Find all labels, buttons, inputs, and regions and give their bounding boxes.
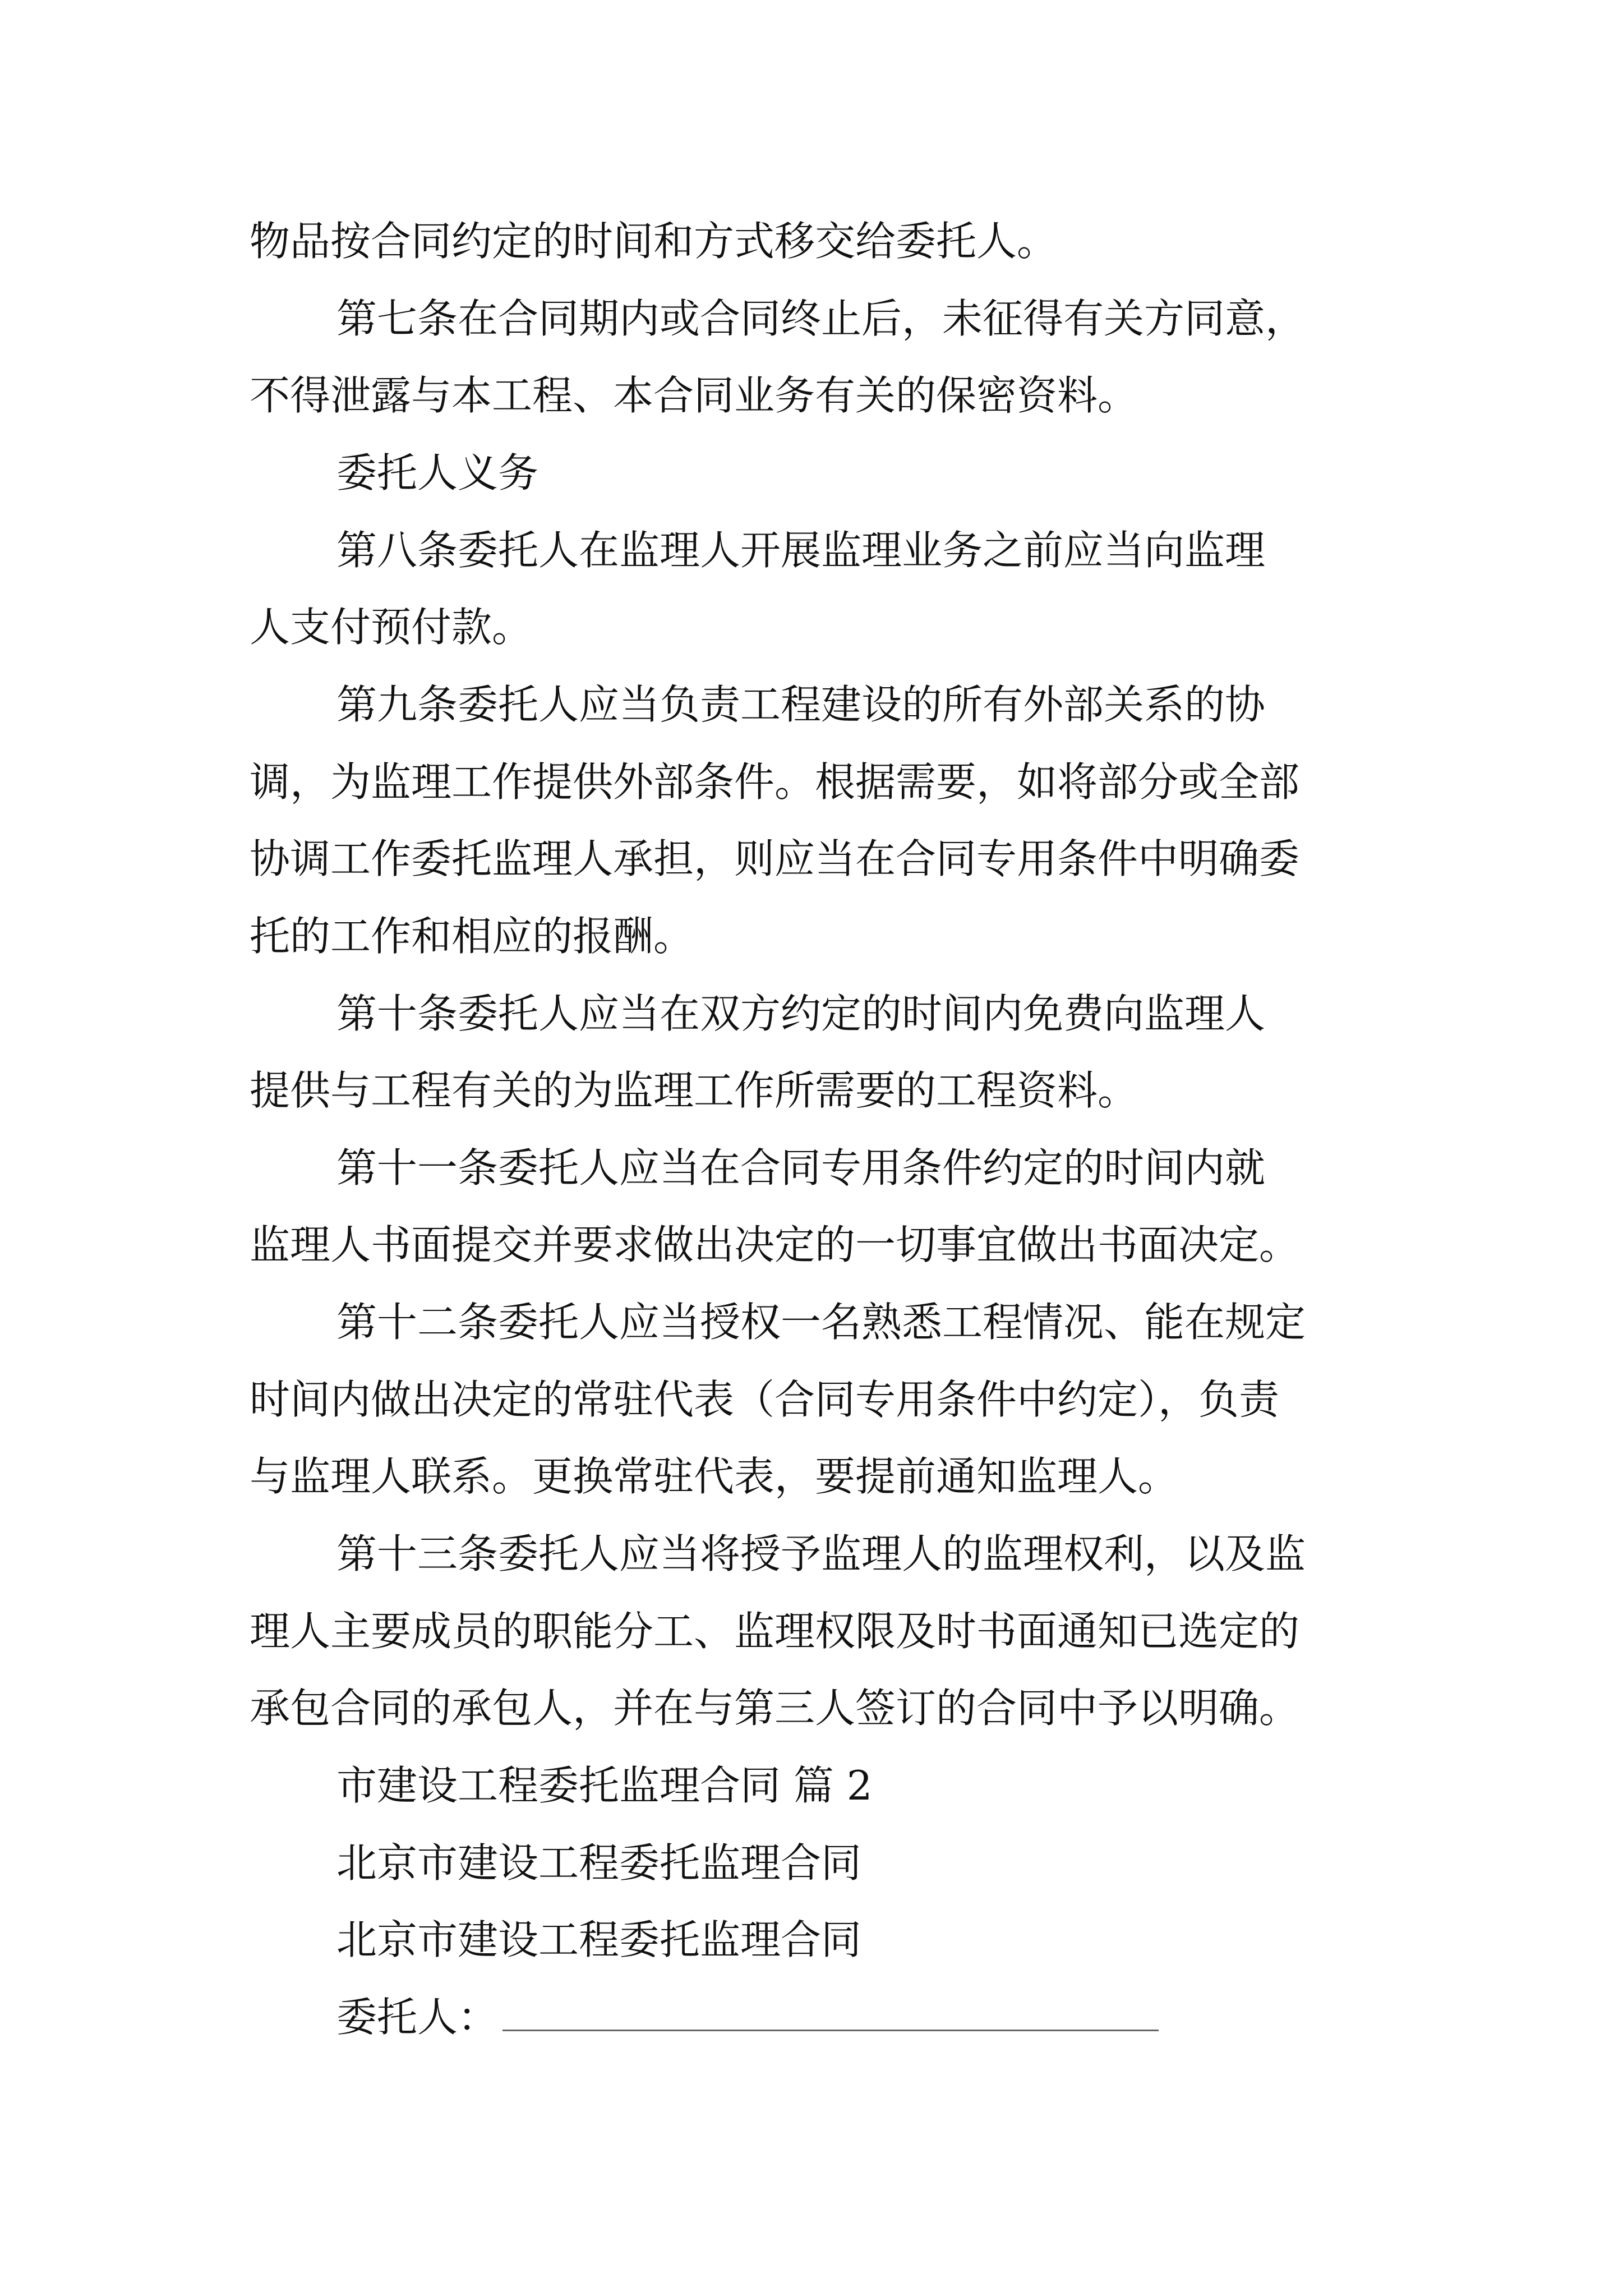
text-line: 承包合同的承包人，并在与第三人签订的合同中予以明确。 [250,1685,1300,1732]
text-line: 与监理人联系。更换常驻代表，要提前通知监理人。 [250,1453,1179,1500]
client-fill-underline [502,1996,1159,2031]
text-line: 监理人书面提交并要求做出决定的一切事宜做出书面决定。 [250,1221,1300,1268]
text-line: 第十三条委托人应当将授予监理人的监理权利，以及监 [336,1530,1306,1577]
text-line: 理人主要成员的职能分工、监理权限及时书面通知已选定的 [250,1608,1300,1655]
text-line: 托的工作和相应的报酬。 [250,913,694,960]
contract-title: 北京市建设工程委托监理合同 [336,1839,862,1887]
text-line: 第八条委托人在监理人开展监理业务之前应当向监理 [336,527,1266,574]
section-title: 市建设工程委托监理合同 篇 2 [336,1762,873,1809]
text-line: 第七条在合同期内或合同终止后，未征得有关方同意， [336,295,1306,342]
client-label: 委托人： [336,1994,499,2041]
text-line: 物品按合同约定的时间和方式移交给委托人。 [250,218,1058,265]
text-line: 协调工作委托监理人承担，则应当在合同专用条件中明确委 [250,835,1300,882]
text-line: 调，为监理工作提供外部条件。根据需要，如将部分或全部 [250,758,1300,806]
client-field-row [336,1990,1159,2044]
text-line: 人支付预付款。 [250,604,533,651]
text-line: 第九条委托人应当负责工程建设的所有外部关系的协 [336,681,1266,728]
text-line: 第十条委托人应当在双方约定的时间内免费向监理人 [336,990,1266,1037]
text-line: 第十一条委托人应当在合同专用条件约定的时间内就 [336,1144,1266,1191]
text-line: 提供与工程有关的为监理工作所需要的工程资料。 [250,1067,1138,1114]
section-heading: 委托人义务 [336,449,539,496]
text-line: 第十二条委托人应当授权一名熟悉工程情况、能在规定 [336,1299,1306,1346]
text-line: 时间内做出决定的常驻代表（合同专用条件中约定），负责 [250,1376,1280,1423]
text-line: 不得泄露与本工程、本合同业务有关的保密资料。 [250,372,1138,419]
contract-title: 北京市建设工程委托监理合同 [336,1916,862,1963]
